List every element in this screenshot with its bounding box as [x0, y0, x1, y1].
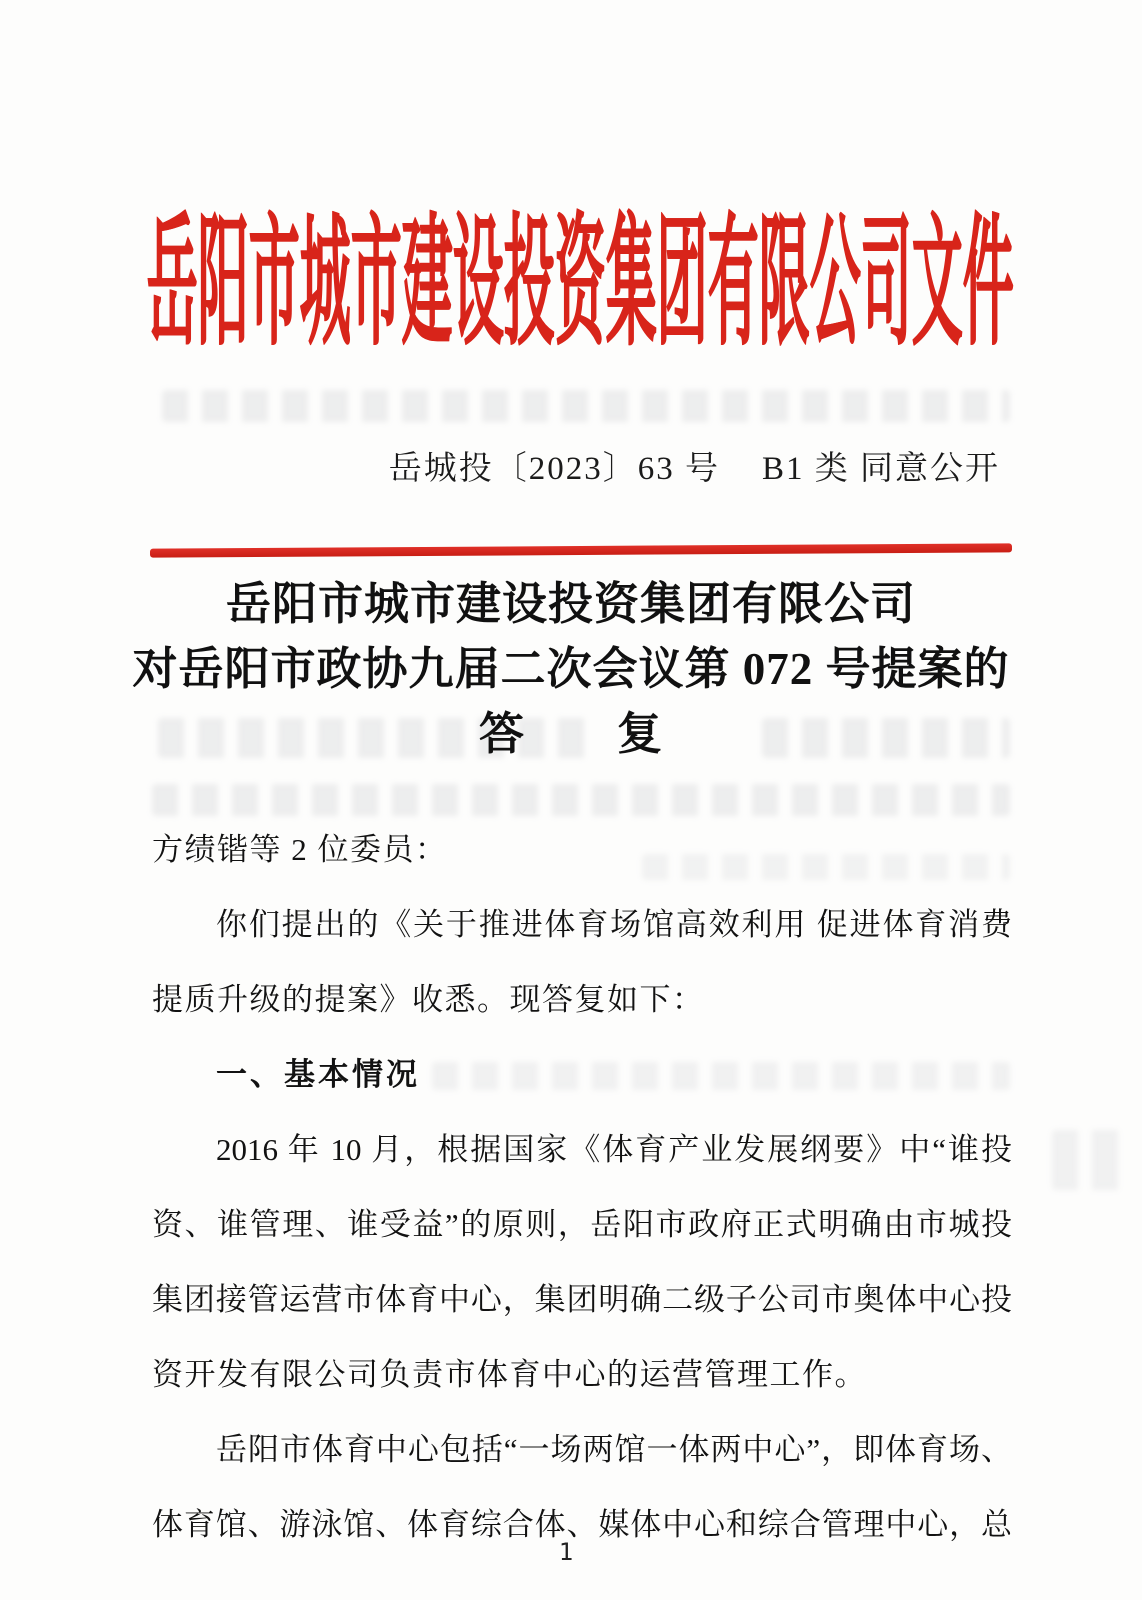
red-divider-line — [150, 543, 1012, 557]
body-line: 岳阳市体育中心包括“一场两馆一体两中心”，即体育场、 — [216, 1432, 1012, 1467]
bleedthrough-artifact — [162, 390, 1010, 422]
body-line: 资、谁管理、谁受益”的原则，岳阳市政府正式明确由市城投 — [152, 1207, 1012, 1242]
body-line: 集团接管运营市体育中心，集团明确二级子公司市奥体中心投 — [152, 1282, 1012, 1317]
page-number: 1 — [558, 1538, 574, 1566]
doc-number: 岳城投〔2023〕63 号 — [388, 451, 720, 487]
title-line-2: 对岳阳市政协九届二次会议第 072 号提案的 — [132, 644, 1010, 694]
letterhead-title: 岳阳市城市建设投资集团有限公司文件 — [146, 208, 1014, 366]
document-title — [60, 572, 1082, 767]
body-line: 方绩锴等 2 位委员： — [152, 832, 448, 867]
bleedthrough-artifact — [1052, 1130, 1130, 1190]
title-line-3: 答 复 — [478, 709, 663, 759]
doc-reference-line — [0, 447, 1000, 491]
title-line-1: 岳阳市城市建设投资集团有限公司 — [225, 579, 916, 629]
body-line: 资开发有限公司负责市体育中心的运营管理工作。 — [152, 1357, 867, 1392]
doc-classification: B1 类 同意公开 — [761, 451, 1000, 487]
body-line: 一、基本情况 — [216, 1057, 420, 1092]
body-line: 提质升级的提案》收悉。现答复如下： — [152, 982, 705, 1017]
body-line: 2016 年 10 月，根据国家《体育产业发展纲要》中“谁投 — [216, 1132, 1012, 1167]
body-line: 你们提出的《关于推进体育场馆高效利用 促进体育消费 — [216, 907, 1012, 942]
body-line: 体育馆、游泳馆、体育综合体、媒体中心和综合管理中心，总 — [152, 1507, 1012, 1542]
document-body — [152, 812, 1012, 1562]
